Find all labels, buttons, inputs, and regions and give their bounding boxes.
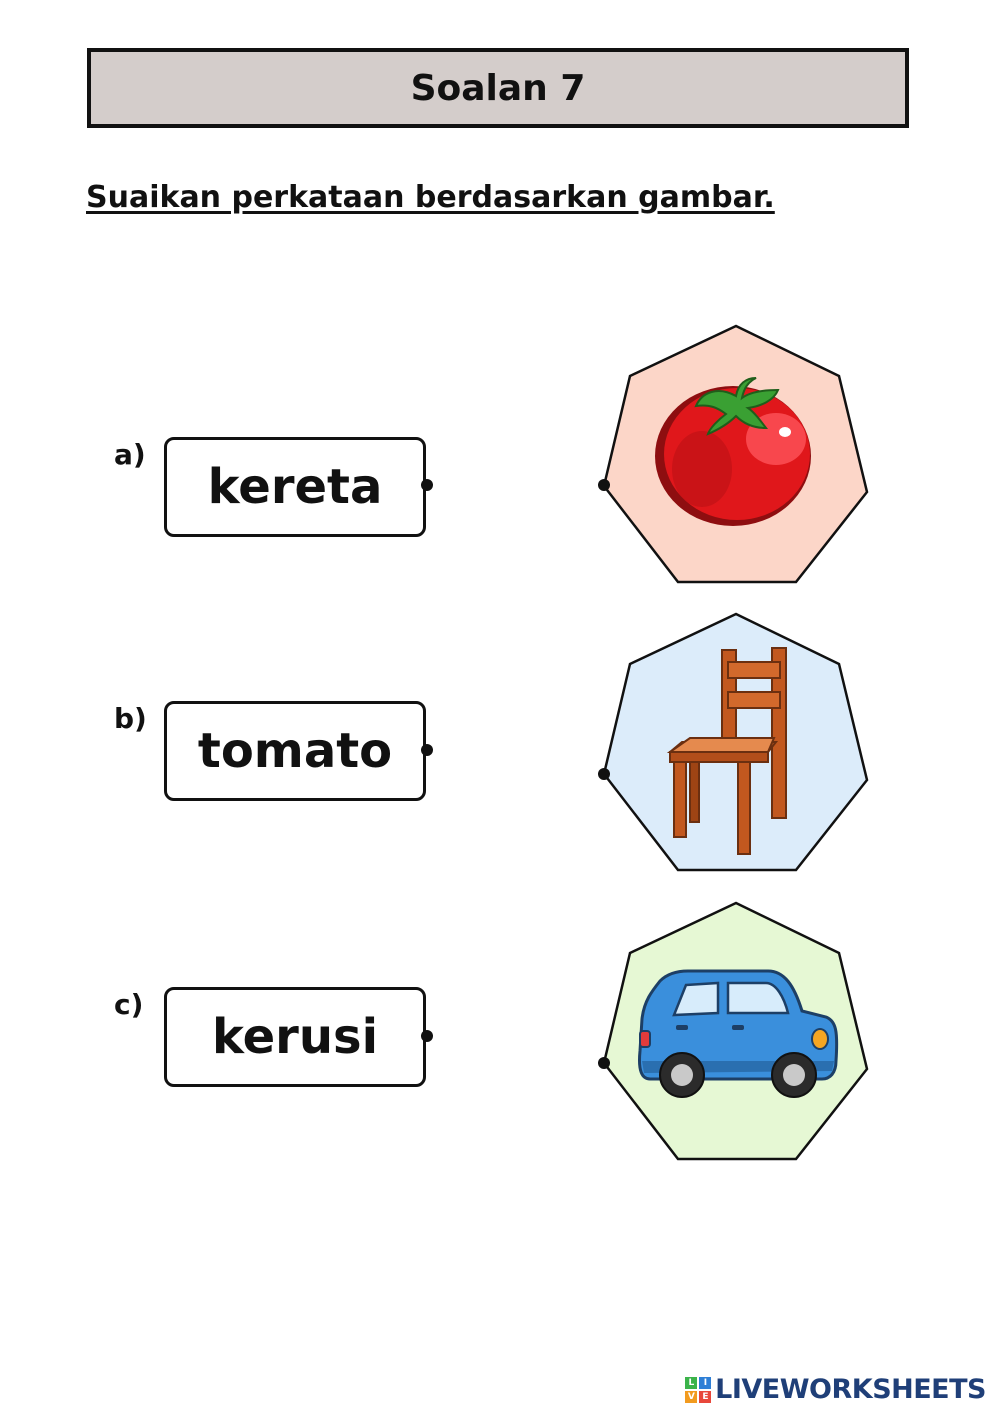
logo-tile: L — [685, 1377, 697, 1389]
word-label: tomato — [197, 723, 393, 779]
word-label: kerusi — [211, 1009, 379, 1065]
picture-connector-dot-3[interactable] — [598, 1057, 610, 1069]
picture-card-car[interactable] — [598, 901, 872, 1161]
word-connector-dot-c[interactable] — [421, 1030, 433, 1042]
brand-logo-icon — [685, 1377, 711, 1403]
picture-connector-dot-1[interactable] — [598, 479, 610, 491]
logo-tile: E — [699, 1391, 711, 1403]
word-label: kereta — [207, 459, 383, 515]
item-letter-b: b) — [114, 702, 147, 735]
item-letter-c: c) — [114, 988, 144, 1021]
picture-connector-dot-2[interactable] — [598, 768, 610, 780]
logo-tile: V — [685, 1391, 697, 1403]
brand-name: LIVEWORKSHEETS — [715, 1374, 986, 1405]
liveworksheets-logo — [685, 1374, 986, 1405]
picture-card-chair[interactable] — [598, 612, 872, 872]
word-box-a[interactable] — [164, 437, 426, 537]
logo-tile: I — [699, 1377, 711, 1389]
word-box-b[interactable] — [164, 701, 426, 801]
page-title: Soalan 7 — [87, 48, 909, 128]
word-connector-dot-a[interactable] — [421, 479, 433, 491]
item-letter-a: a) — [114, 438, 146, 471]
picture-card-tomato[interactable] — [598, 324, 872, 584]
instruction-text: Suaikan perkataan berdasarkan gambar. — [86, 180, 775, 215]
word-box-c[interactable] — [164, 987, 426, 1087]
word-connector-dot-b[interactable] — [421, 744, 433, 756]
